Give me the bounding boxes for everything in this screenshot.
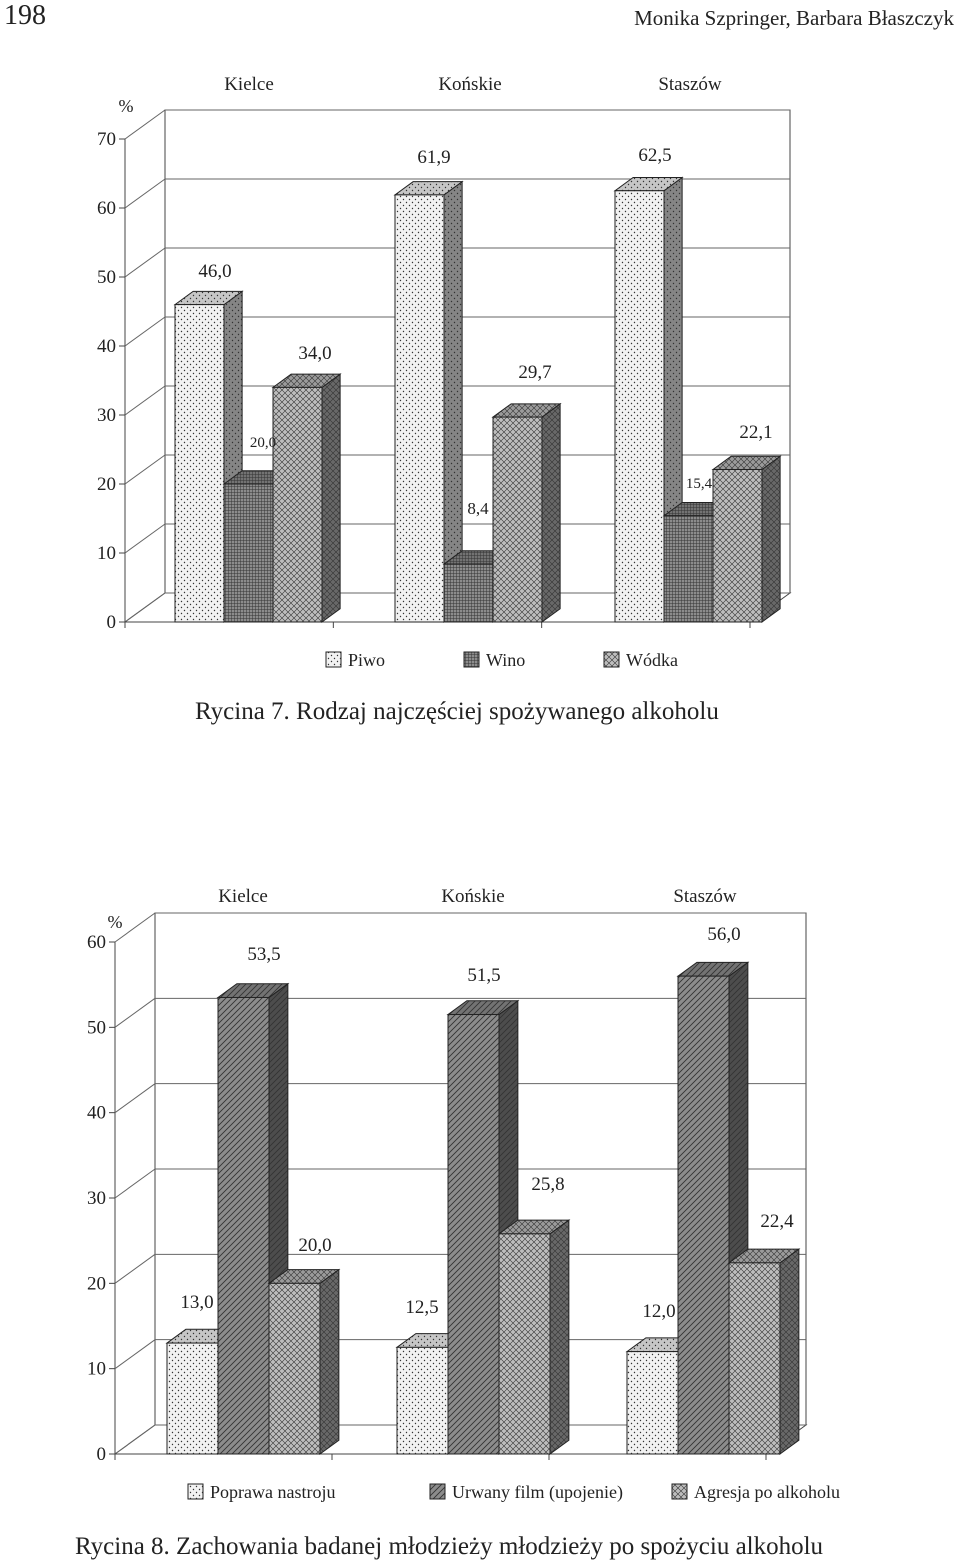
gridline-side — [115, 1425, 155, 1454]
y-tick-label: 40 — [97, 336, 116, 357]
data-label-staszów-2: 22,4 — [760, 1211, 794, 1232]
y-tick-label: 10 — [87, 1358, 106, 1380]
bar-staszów-2 — [729, 1249, 799, 1454]
data-label-końskie-0: 12,5 — [405, 1297, 439, 1318]
data-label-kielce-1: 20,0 — [249, 435, 277, 451]
data-label-końskie-2: 25,8 — [531, 1174, 565, 1195]
gridline-side — [125, 386, 165, 415]
running-head-authors: Monika Szpringer, Barbara Błaszczyk — [634, 6, 954, 30]
gridline-side — [115, 1254, 155, 1283]
legend-label-2: Agresja po alkoholu — [694, 1482, 840, 1502]
category-label-2: Staszów — [658, 74, 722, 95]
legend-swatch-1 — [430, 1484, 445, 1499]
y-axis-unit: % — [107, 912, 123, 932]
y-tick-label: 70 — [97, 129, 116, 150]
bar-staszów-2 — [713, 456, 780, 622]
category-label-1: Końskie — [441, 886, 505, 907]
y-tick-label: 50 — [97, 267, 116, 288]
gridline-side — [115, 998, 155, 1027]
gridline-side — [125, 179, 165, 208]
caption-rycina-8: Rycina 8. Zachowania badanej młodzieży młodzieży po spożyciu alkoholu — [75, 1533, 824, 1560]
chart-rycina-7 — [0, 60, 960, 690]
y-tick-label: 40 — [87, 1102, 106, 1124]
caption-rycina-7: Rycina 7. Rodzaj najczęściej spożywanego alkoholu — [195, 698, 719, 725]
y-tick-label: 0 — [106, 612, 116, 633]
legend-label-2: Wódka — [626, 650, 678, 670]
y-tick-label: 60 — [87, 932, 106, 953]
data-label-końskie-1: 8,4 — [467, 499, 489, 518]
y-axis-unit: % — [118, 96, 134, 116]
data-label-końskie-2: 29,7 — [518, 362, 552, 383]
legend-swatch-0 — [326, 652, 341, 667]
gridline-side — [115, 1340, 155, 1369]
page-number: 198 — [4, 0, 46, 31]
y-tick-label: 20 — [87, 1273, 106, 1295]
y-tick-label: 20 — [97, 474, 116, 495]
legend-label-0: Poprawa nastroju — [210, 1482, 336, 1502]
data-label-kielce-2: 20,0 — [298, 1235, 332, 1256]
data-label-staszów-0: 62,5 — [638, 145, 672, 166]
y-tick-label: 10 — [97, 543, 116, 564]
legend-swatch-2 — [604, 652, 619, 667]
data-label-staszów-0: 12,0 — [642, 1301, 676, 1322]
y-tick-label: 30 — [97, 405, 116, 426]
category-label-2: Staszów — [673, 886, 737, 907]
bar-końskie-2 — [499, 1220, 569, 1454]
legend-swatch-1 — [464, 652, 479, 667]
bar-końskie-0 — [395, 182, 462, 622]
data-label-kielce-2: 34,0 — [298, 343, 332, 364]
legend-label-0: Piwo — [348, 650, 386, 670]
data-label-końskie-0: 61,9 — [417, 147, 451, 168]
legend-label-1: Urwany film (upojenie) — [452, 1482, 623, 1502]
category-label-1: Końskie — [438, 74, 502, 95]
category-label-0: Kielce — [218, 886, 268, 907]
gridline-side — [125, 248, 165, 277]
legend-label-1: Wino — [486, 650, 526, 670]
gridline-side — [125, 593, 165, 622]
bar-końskie-2 — [493, 404, 560, 622]
gridline-side — [125, 455, 165, 484]
data-label-kielce-1: 53,5 — [247, 944, 281, 965]
y-tick-label: 0 — [96, 1444, 106, 1465]
data-label-staszów-1: 56,0 — [707, 924, 741, 945]
gridline-side — [125, 317, 165, 346]
gridline-side — [115, 1084, 155, 1113]
data-label-końskie-1: 51,5 — [467, 965, 501, 986]
chart-rycina-8 — [0, 870, 960, 1520]
y-tick-label: 60 — [97, 198, 116, 219]
legend-swatch-0 — [188, 1484, 203, 1499]
legend-swatch-2 — [672, 1484, 687, 1499]
bar-kielce-2 — [269, 1270, 339, 1454]
gridline-side — [125, 524, 165, 553]
data-label-kielce-0: 46,0 — [198, 261, 232, 282]
bar-kielce-2 — [273, 374, 340, 622]
data-label-kielce-0: 13,0 — [180, 1292, 214, 1313]
data-label-staszów-2: 22,1 — [739, 422, 773, 443]
y-tick-label: 50 — [87, 1017, 106, 1039]
data-label-staszów-1: 15,4 — [685, 476, 713, 492]
gridline-side — [115, 1169, 155, 1198]
y-tick-label: 30 — [87, 1188, 106, 1209]
category-label-0: Kielce — [224, 74, 274, 95]
